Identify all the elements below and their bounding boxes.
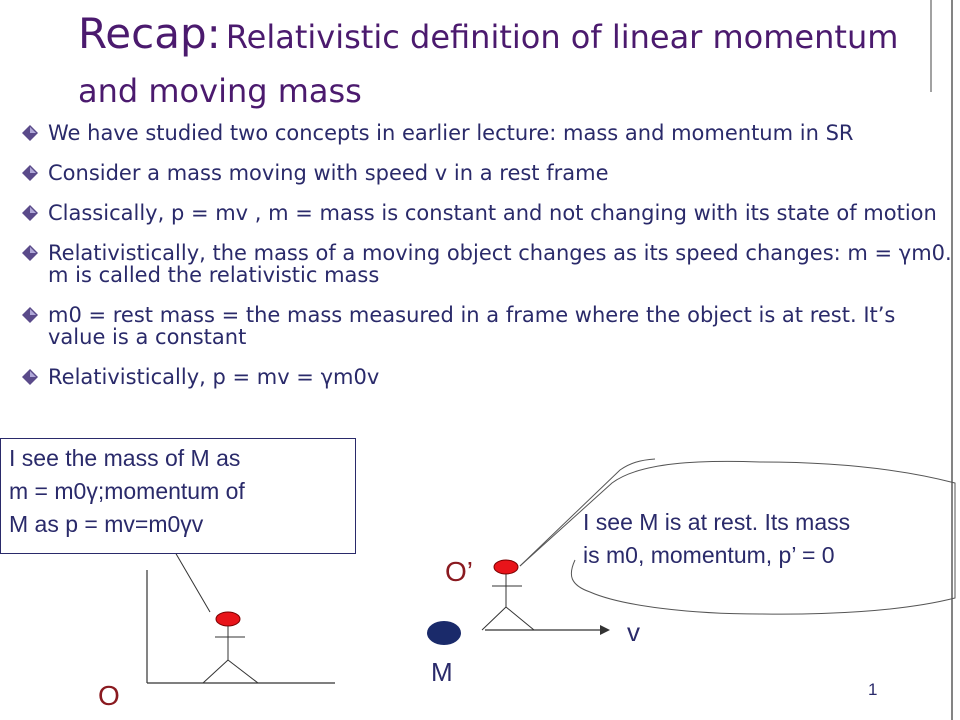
observer-o-figure — [203, 612, 258, 683]
bullet-text: We have studied two concepts in earlier lecture: mass and momentum in SR — [48, 121, 854, 145]
observer-o-prime-figure — [482, 560, 534, 630]
title-recap: Recap: — [78, 9, 221, 58]
observer-o-head — [216, 612, 240, 626]
velocity-arrowhead-icon — [600, 625, 610, 635]
callout-pointer — [175, 552, 210, 612]
observer-o-leg-left — [203, 660, 228, 683]
label-o-prime: O’ — [445, 556, 473, 587]
callout-line-1-text: I see the mass of M as — [9, 445, 241, 471]
title-rest: Relativistic definition of linear momentum and moving mass — [78, 18, 899, 110]
bubble-line-1: I see M is at rest. Its mass — [583, 509, 851, 535]
label-v: v — [627, 617, 640, 647]
callout-line-3-text: M as p = mv=m0γv — [9, 511, 204, 537]
label-o: O — [98, 680, 120, 711]
bullet-text: m0 = rest mass = the mass measured in a frame where the object is at rest. It’s value is a constant — [48, 303, 896, 349]
callout-line-2-text: m = m0γ;momentum of — [9, 478, 245, 504]
observer-o-prime-leg-right — [506, 607, 534, 630]
bubble-line-2: is m0, momentum, p’ = 0 — [583, 542, 835, 568]
callout-line-3 — [9, 508, 347, 541]
observer-o-callout — [0, 438, 356, 554]
observer-o-prime-head — [494, 560, 518, 574]
callout-line-1 — [9, 442, 347, 475]
observer-o-prime-leg-left — [482, 607, 506, 630]
mass-m — [427, 621, 461, 645]
observer-o-prime-speech — [583, 506, 850, 572]
observer-o-leg-right — [228, 660, 258, 683]
bullet-text: Relativistically, the mass of a moving object changes as its speed changes: m = γm0. m is called the relativistic mass — [48, 241, 952, 287]
page-number: 1 — [868, 680, 878, 699]
bullet-text: Classically, p = mv , m = mass is constant and not changing with its state of motion — [48, 201, 937, 225]
bullet-text: Relativistically, p = mv = γm0v — [48, 365, 380, 389]
label-m: M — [431, 657, 453, 687]
bullet-text: Consider a mass moving with speed v in a rest frame — [48, 161, 609, 185]
callout-line-2 — [9, 475, 347, 508]
